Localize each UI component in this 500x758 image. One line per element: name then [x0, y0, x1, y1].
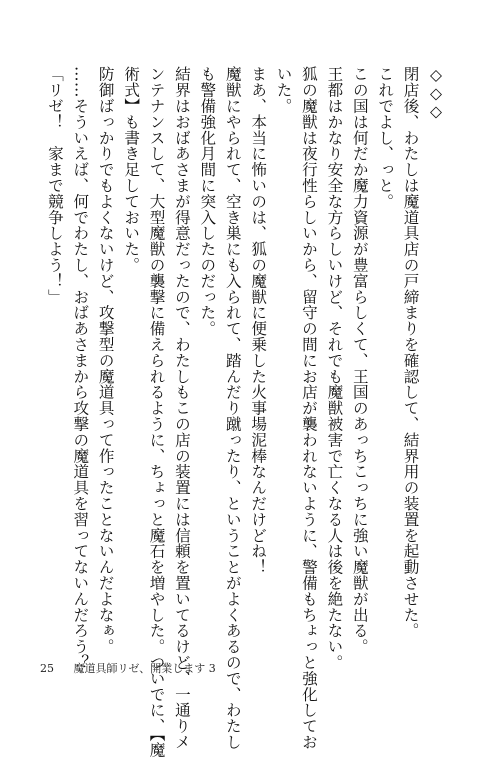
text-line: 魔獣にやられて、空き巣にも入られて、踏んだり蹴ったり、ということがよくあるので、わたし — [223, 66, 242, 750]
text-line: ……そういえば、何でわたし、おばあさまから攻撃の魔道具を習ってないんだろう？ — [71, 66, 90, 671]
page-footer — [40, 660, 216, 676]
text-line: も警備強化月間に突入したのだった。 — [198, 66, 217, 337]
book-title: 魔道具師リゼ、開業します 3 — [73, 662, 216, 675]
text-line: この国は何だか魔力資源が豊富らしくて、王国のあっちこっちに強い魔獣が出る。 — [350, 66, 369, 655]
text-line: 王都はかなり安全な方らしいけど、それでも魔獣被害で亡くなる人は後を絶たない。 — [325, 66, 344, 671]
section-break: ◇◇◇ — [427, 66, 445, 121]
text-line: 閉店後、わたしは魔道具店の戸締まりを確認して、結界用の装置を起動させた。 — [401, 66, 420, 639]
text-line: これでよし、っと。 — [376, 66, 395, 210]
text-line: 狐の魔獣は夜行性らしいから、留守の間にお店が襲われないように、警備もちょっと強化してお — [299, 66, 318, 750]
text-line: 防御ばっかりでもよくないけど、攻撃型の魔道具って作ったことないんだよなぁ。 — [96, 66, 115, 655]
text-line: いた。 — [274, 66, 293, 114]
text-line: 結界はおばあさまが得意だったので、わたしもこの店の装置には信頼を置いてるけど、一通りメ — [172, 66, 191, 750]
page-number: 25 — [40, 662, 54, 675]
dialogue-line: 「リゼ！ 家まで競争しよう！」 — [45, 66, 64, 305]
text-line: ンテナンスして、大型魔獣の襲撃に備えられるように、ちょっと魔石を増やした。ついでに、【魔 — [147, 66, 166, 758]
text-line: まあ、本当に怖いのは、狐の魔獣に便乗した火事場泥棒なんだけどね！ — [249, 66, 268, 575]
text-line: 術式】も書き足しておいた。 — [122, 66, 141, 273]
